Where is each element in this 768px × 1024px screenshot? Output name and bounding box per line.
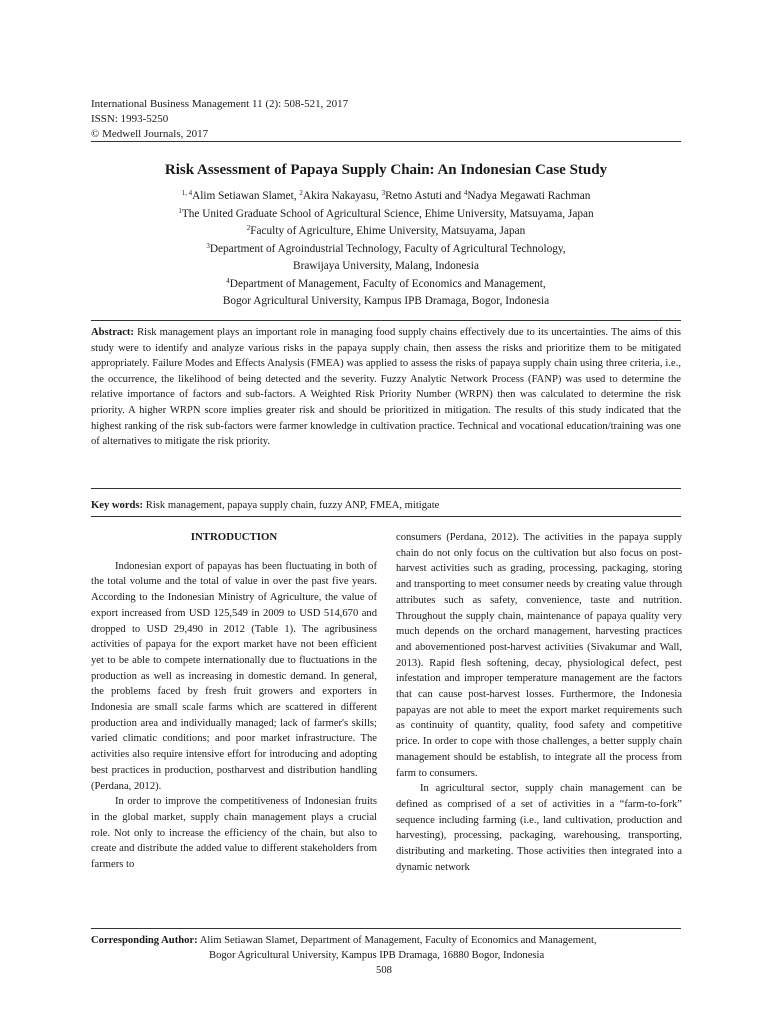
- keywords-rule: [91, 516, 681, 517]
- affiliation: [91, 258, 681, 276]
- keywords-text: Risk management, papaya supply chain, fuzzy ANP, FMEA, mitigate: [145, 500, 440, 511]
- author-name: Nadya Megawati Rachman: [467, 190, 591, 202]
- author-name: Akira Nakayasu,: [302, 190, 382, 202]
- affiliation-text: Brawijaya University, Malang, Indonesia: [293, 260, 479, 272]
- keywords: [91, 500, 681, 511]
- paragraph: In order to improve the competitiveness of Indonesian fruits in the global market, supply chain management plays a crucial role. Not only to increase the efficiency of the chain, but also to create and distribute the added value to different stakeholders from farmers to: [91, 796, 377, 871]
- affiliation-sup: 1: [178, 206, 182, 215]
- header-rule: [91, 141, 681, 142]
- journal-citation: International Business Management 11 (2): 508-521, 2017: [91, 98, 349, 110]
- section-heading-introduction: INTRODUCTION: [190, 531, 278, 543]
- journal-issn: ISSN: 1993-5250: [91, 113, 169, 125]
- affiliation-sup: 4: [226, 276, 230, 285]
- affiliation-text: Faculty of Agriculture, Ehime University, Matsuyama, Japan: [250, 225, 526, 237]
- author-name: Alim Setiawan Slamet,: [192, 190, 300, 202]
- journal-header: [91, 97, 348, 142]
- journal-copyright: © Medwell Journals, 2017: [91, 128, 209, 140]
- abstract-top-rule: [91, 320, 681, 321]
- affiliation-sup: 3: [206, 241, 210, 250]
- author-block: [91, 188, 681, 311]
- paragraph: consumers (Perdana, 2012). The activities in the papaya supply chain do not only focus on the cultivation but also focus on post-harvest activities such as grading, processing, packaging, storing and transporting to meet consumer needs by creating value through attributes such as safety, convenience, taste and nutrition. Throughout the supply chain, maintenance of papaya quality very much depends on the orchard management, harvesting practices and abovementioned post-harvest activities (Sivakumar and Wall, 2013). Rapid flesh softening, decay, physiological defect, pest infestation and improper temperature management are the factors that can cause post-harvest losses. Furthermore, the Indonesia papayas are not able to meet the export market requirements such as continuity of quantity, quality, food safety and competitive price. In order to cope with those challenges, a better supply chain management should be establish, to integrate all the process from farm to consumers.: [396, 532, 682, 779]
- affiliation-text: Department of Agroindustrial Technology, Faculty of Agricultural Technology,: [209, 242, 566, 255]
- left-column: [91, 530, 377, 873]
- author-sup: 4: [463, 189, 468, 197]
- abstract-text: Risk management plays an important role in managing food supply chains effectively due to its uncertainties. The aims of this study were to identify and analyze various risks in the papaya supply chain, then assess the risks and prioritize them to be mitigated appropriately. Failure Modes and Effects Analysis (FMEA) was applied to assess the risks of papaya supply chain using three criteria, i.e., the occurrence, the likelihood of being detected and the severity. Fuzzy Analytic Network Process (FANP) was used to determine the relative importance of factors and sub-factors. A Weighted Risk Priority Number (WRPN) then was calculated to determine the risk priority. A higher WRPN score implies greater risk and should be prioritized in mitigation. The results of this study indicated that the highest ranking of the risk sub-factors were farmer knowledge in cultivation practice. Technical and vocational education/training was one of alternatives to mitigate the risk priority.: [91, 327, 681, 448]
- affiliation-text: The United Graduate School of Agricultural Science, Ehime University, Matsuyama, Japan: [181, 207, 594, 220]
- abstract-bottom-rule: [91, 488, 681, 489]
- affiliation-text: Bogor Agricultural University, Kampus IPB Dramaga, Bogor, Indonesia: [222, 295, 550, 307]
- paragraph: Indonesian export of papayas has been fluctuating in both of the total volume and the total of value in over the past five years. According to the Indonesian Ministry of Agriculture, the value of export increased from USD 125,549 in 2009 to USD 514,670 and dropped to USD 29,490 in 2012 (Table 1). The agribusiness activities of papaya for the export market have not been efficient yet to be able to compete internationally due to fluctuations in the production as well as increasing in domestic demand. In general, the problems faced by fresh fruit growers and exporters in Indonesia are small scale farms which are scattered in different production area and individually managed; lack of farmer's skills; varied climatic conditions; and poor market infrastructure. The activities also require intensive effort for introducing and adopting best practices in production, postharvest and distribution handling (Perdana, 2012).: [91, 560, 377, 792]
- corresponding-author: [91, 933, 681, 963]
- affiliation-sup: 2: [246, 224, 251, 232]
- abstract: [91, 325, 681, 450]
- affiliation: [91, 293, 681, 311]
- affiliation: [91, 241, 681, 259]
- author-sup: 3: [381, 189, 386, 197]
- corresponding-text: Alim Setiawan Slamet, Department of Management, Faculty of Economics and Management,: [199, 935, 597, 946]
- affiliation: [91, 276, 681, 294]
- footer-rule: [91, 928, 681, 929]
- paragraph: In agricultural sector, supply chain management can be defined as comprised of a set of activities in a “farm-to-fork” sequence including farming (i.e., land cultivation, production and harvesting), processing, packaging, warehousing, transporting, distributing and marketing. Those activities then integrated into a dynamic network: [396, 783, 682, 873]
- affiliation: [91, 223, 681, 241]
- corresponding-line-2: Bogor Agricultural University, Kampus IPB Dramaga, 16880 Bogor, Indonesia: [209, 950, 545, 961]
- right-column: [396, 530, 682, 875]
- page-number: 508: [376, 965, 392, 976]
- paper-title: Risk Assessment of Papaya Supply Chain: An Indonesian Case Study: [164, 162, 608, 178]
- corresponding-line-1: [91, 933, 681, 948]
- affiliation-text: Department of Management, Faculty of Economics and Management,: [229, 277, 546, 290]
- affiliation: [91, 206, 681, 224]
- author-name: Retno Astuti and: [385, 190, 464, 202]
- abstract-label: Abstract:: [91, 327, 134, 338]
- corresponding-label: Corresponding Author:: [91, 935, 198, 946]
- author-list: [91, 188, 681, 206]
- author-sup: 1, 4: [181, 189, 193, 197]
- keywords-label: Key words:: [91, 500, 144, 511]
- author-sup: 2: [299, 189, 303, 197]
